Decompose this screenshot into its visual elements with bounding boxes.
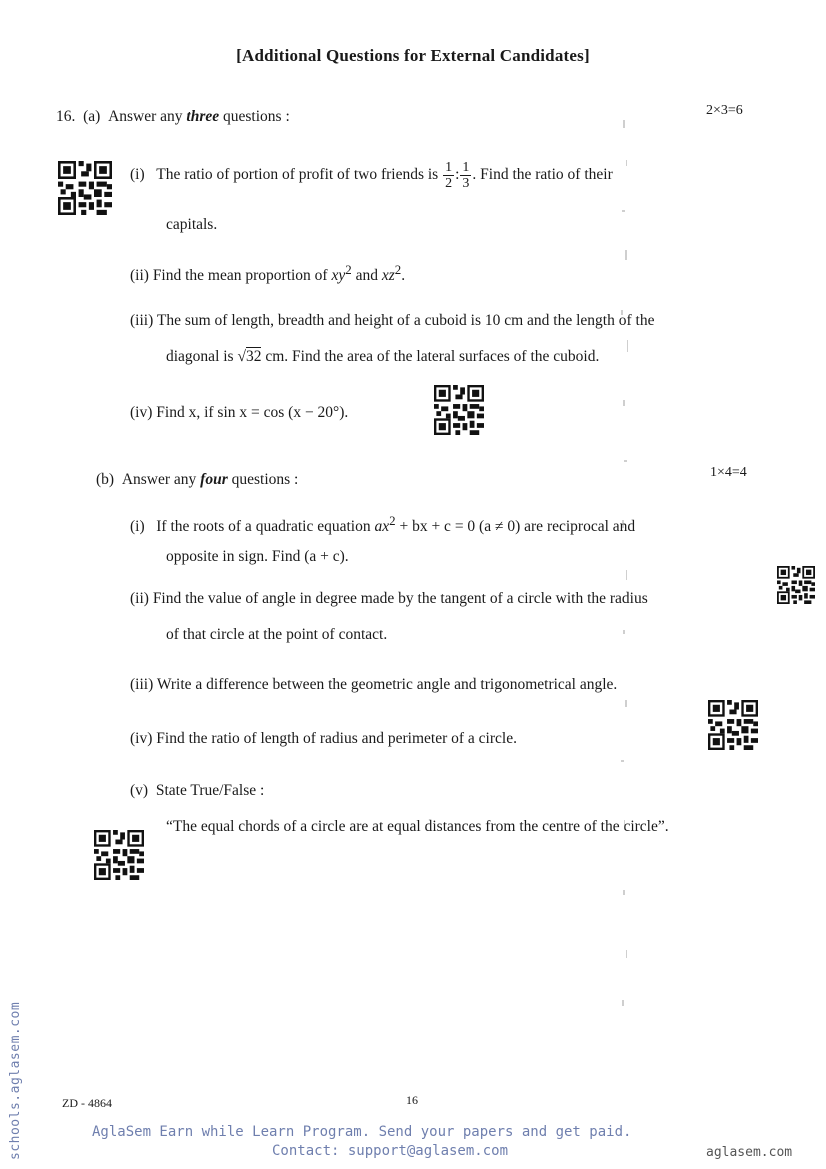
part-b-item-v [130,782,264,800]
qr-code-graphic [434,382,484,438]
part-a-item-i [130,160,613,191]
item-number: (ii) [130,590,149,607]
qr-code-graphic [58,160,112,216]
item-number: (ii) [130,267,149,285]
item-text: Find the ratio of length of radius and perimeter of a circle. [156,730,517,747]
expression-xy: xy [331,267,346,285]
item-number: (iii) [130,312,154,329]
qr-code-icon [434,382,484,438]
qr-code-graphic [708,698,758,752]
item-text: Find the mean proportion of [152,267,328,285]
sqrt-value: 32 [245,348,262,365]
item-text: Write a difference between the geometric angle and trigonometrical angle. [156,676,618,693]
part-a-item-iv [130,404,348,422]
part-b-marks: 1×4=4 [710,465,747,480]
fraction-one-third [460,160,471,191]
item-number: (v) [130,782,149,799]
fraction-denominator: 2 [445,176,453,191]
qr-code-icon [58,160,112,216]
part-a-item-i-continued: capitals. [166,216,218,233]
page-number: 16 [406,1093,418,1107]
fraction-denominator: 3 [462,176,470,191]
equation-rest: + bx + c = 0 (a ≠ 0) are reciprocal and [399,518,636,536]
footer-program-line: AglaSem Earn while Learn Program. Send your papers and get paid. [92,1124,632,1140]
item-text-post: . Find the ratio of their [472,166,613,184]
part-a-item-iii-line2 [166,348,599,366]
part-a-label: (a) [83,108,101,125]
part-b-item-iii [130,676,617,694]
qr-code-graphic [94,826,144,884]
item-text-post: cm. Find the area of the lateral surfaces of the cuboid. [265,348,600,365]
question-16-header [56,108,290,126]
qr-code-graphic [775,566,817,604]
sqrt-symbol: √ [237,348,246,365]
fraction-numerator: 1 [462,160,470,175]
part-a-item-iii [130,312,654,330]
fraction-numerator: 1 [445,160,453,175]
scan-noise [618,100,632,1030]
item-text: The sum of length, breadth and height of a cuboid is 10 cm and the length of the [156,312,655,329]
item-number: (iv) [130,730,153,747]
part-a-instruction-post: questions : [223,108,290,125]
part-b-instruction-pre: Answer any [121,471,197,488]
footer-site-link[interactable]: aglasem.com [706,1145,793,1160]
part-b-item-i [130,513,635,536]
part-b-instruction-post: questions : [231,471,299,488]
item-text: The ratio of portion of profit of two friends is [156,166,439,184]
item-number: (i) [130,166,145,184]
part-b-instruction-emphasis: four [200,471,228,488]
part-a-instruction-pre: Answer any [108,108,183,125]
part-b-label: (b) [96,471,115,488]
part-b-header [96,471,298,489]
part-b-item-ii-line2: of that circle at the point of contact. [166,626,388,643]
item-text: Find the value of angle in degree made by the tangent of a circle with the radius [152,590,648,607]
superscript: 2 [394,262,402,277]
paper-code: ZD - 4864 [62,1096,112,1110]
item-text: diagonal is [166,348,234,365]
part-b-item-i-line2: opposite in sign. Find (a + c). [166,548,349,565]
ratio-separator: : [455,166,460,184]
vertical-watermark: schools.aglasem.com [8,1001,23,1160]
fraction-one-half [443,160,454,191]
part-a-instruction-emphasis: three [186,108,220,125]
part-b-item-ii [130,590,648,608]
item-number: (i) [130,518,145,536]
item-text: If the roots of a quadratic equation [156,518,371,536]
equation-part: ax [374,518,390,536]
qr-code-icon [94,826,144,884]
item-text: Find x, if sin x = cos (x − 20°). [156,404,349,421]
part-a-item-ii [130,262,405,285]
conjunction: and [355,267,378,285]
period: . [401,267,406,285]
section-title: [Additional Questions for External Candidates] [236,46,590,65]
part-a-marks: 2×3=6 [706,103,743,118]
item-number: (iii) [130,676,154,693]
part-b-item-v-statement: “The equal chords of a circle are at equal distances from the centre of the circle”. [166,818,669,835]
question-number: 16. [56,108,76,125]
superscript: 2 [345,262,352,277]
footer-contact-line[interactable]: Contact: support@aglasem.com [272,1143,509,1159]
qr-code-icon [708,698,758,752]
part-b-item-iv [130,730,517,748]
expression-xz: xz [381,267,395,285]
item-text: State True/False : [155,782,265,799]
item-number: (iv) [130,404,153,421]
superscript: 2 [389,513,396,528]
qr-code-icon [775,566,817,604]
